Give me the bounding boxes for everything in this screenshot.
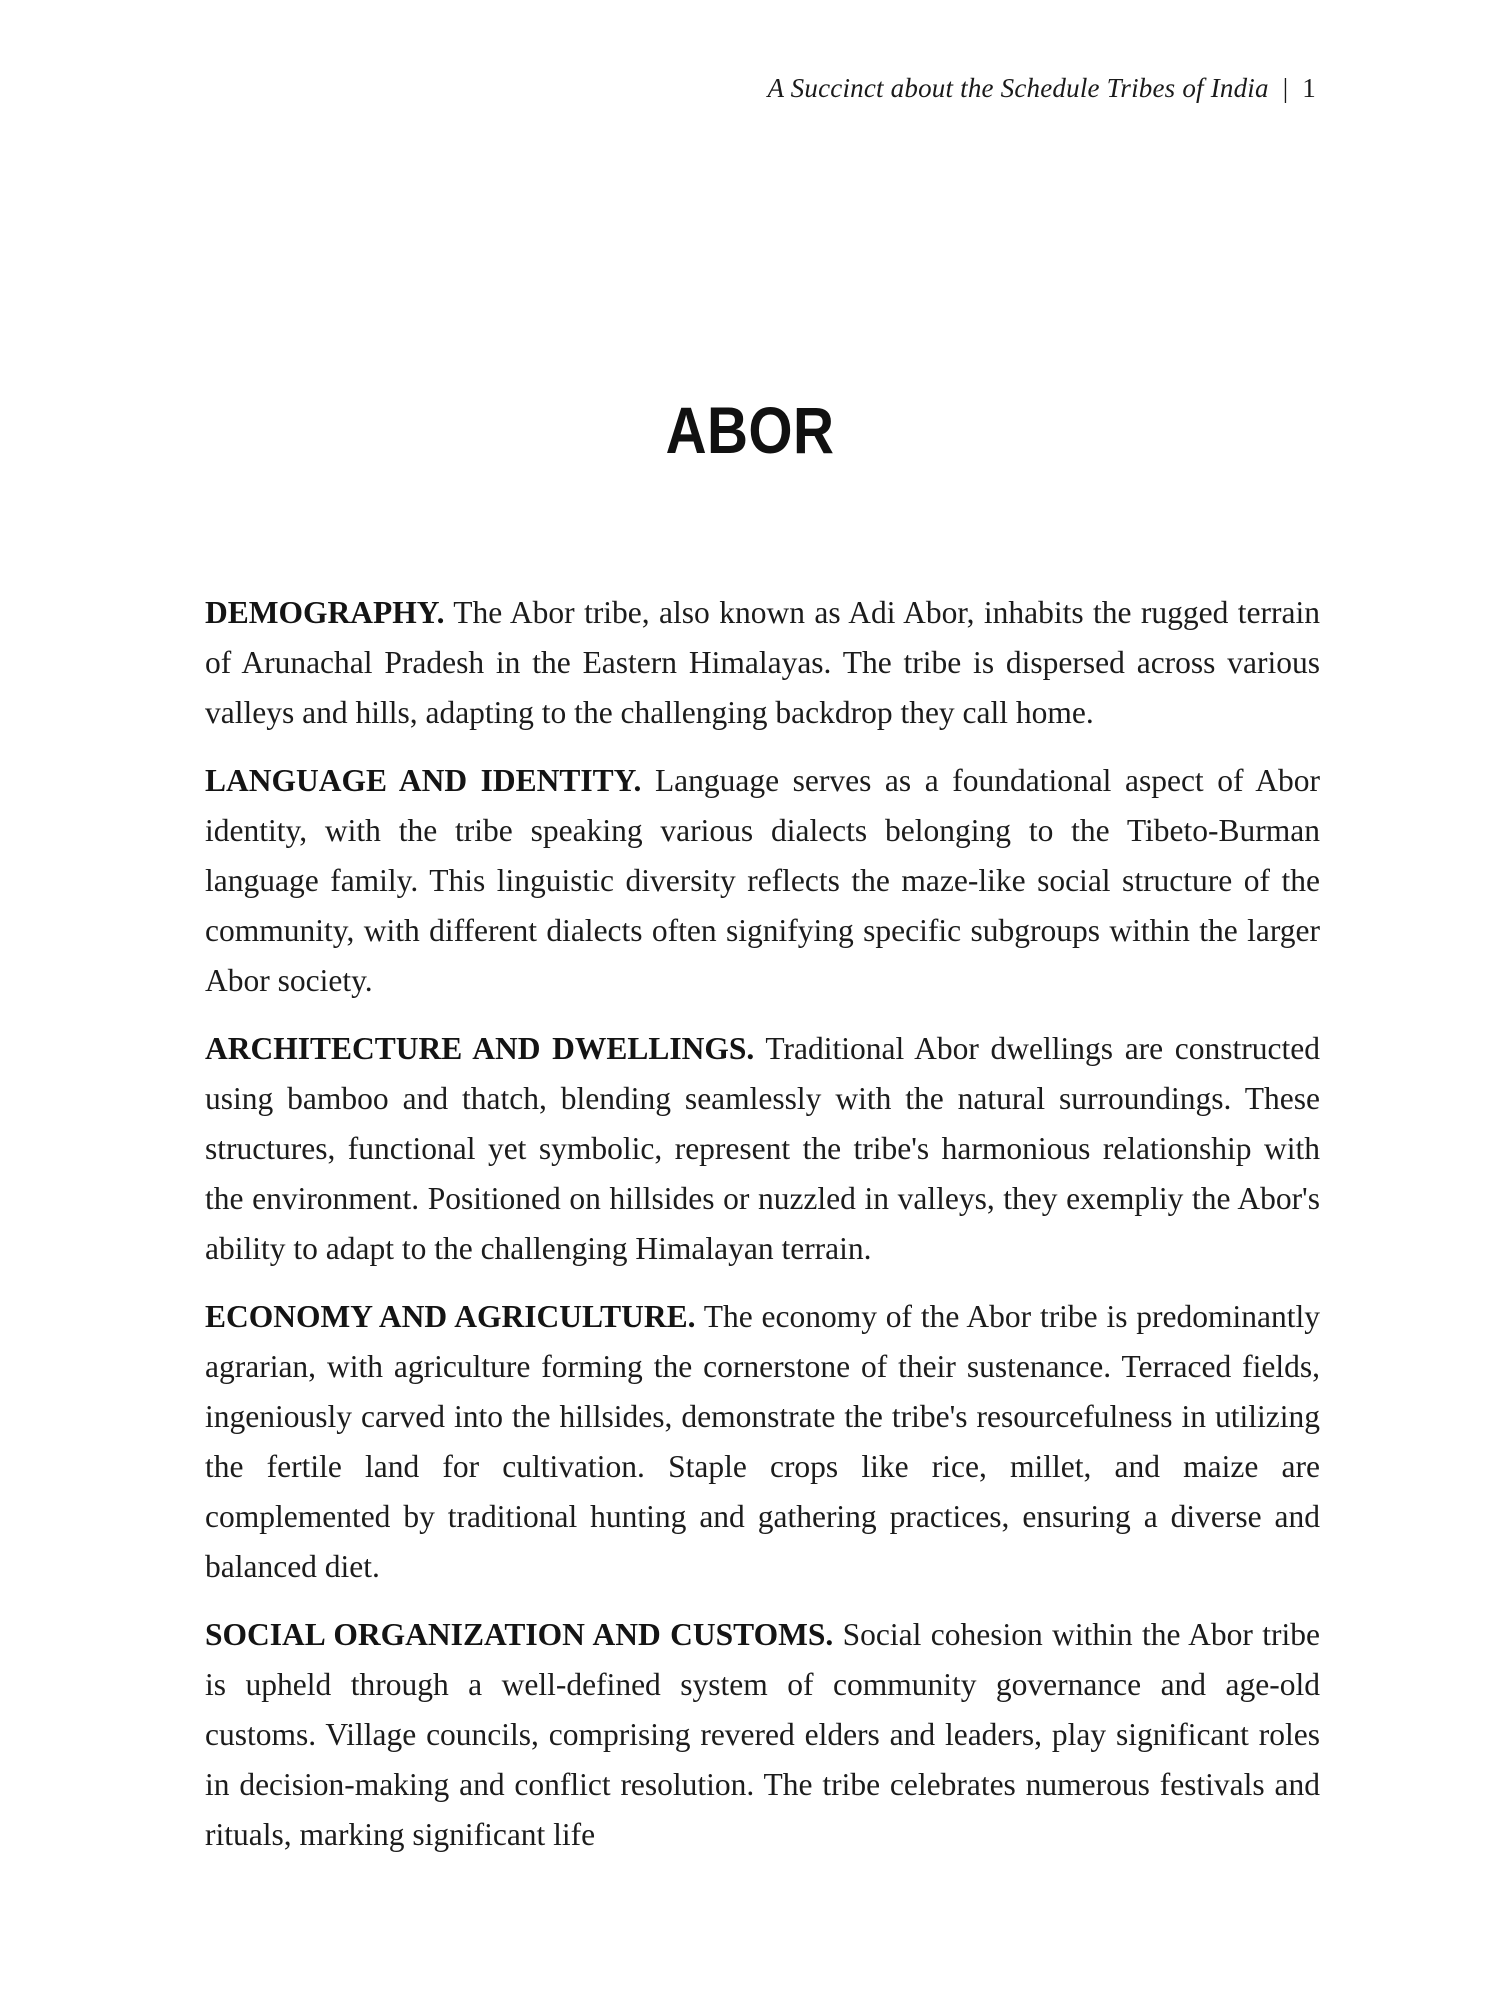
- section-text: The economy of the Abor tribe is predominantly agrarian, with agriculture forming the cornerstone of their sustenance. Terraced fields, ingeniously carved into the hillsides, demonstrate the tribe's resourcefulness in utilizing the fertile land for cultivation. Staple crops like rice, millet, and maize are complemented by traditional hunting and gathering practices, ensuring a diverse and balanced diet.: [205, 1299, 1321, 1584]
- running-header: [768, 73, 1316, 104]
- running-title: A Succinct about the Schedule Tribes of India: [767, 73, 1269, 103]
- section-economy-agriculture: [205, 1292, 1320, 1592]
- section-demography: [205, 588, 1320, 738]
- section-heading: ARCHITECTURE AND DWELLINGS.: [205, 1031, 755, 1066]
- section-text: Social cohesion within the Abor tribe is upheld through a well-defined system of community governance and age-old customs. Village councils, comprising revered elders and leaders, play significant roles in decision-making and conflict resolution. The tribe celebrates numerous festivals and rituals, marking significant life: [205, 1617, 1320, 1852]
- section-text: Language serves as a foundational aspect of Abor identity, with the tribe speaking various dialects belonging to the Tibeto-Burman language family. This linguistic diversity reflects the maze-like social structure of the community, with different dialects often signifying specific subgroups within the larger Abor society.: [205, 763, 1320, 998]
- chapter-title: ABOR: [665, 393, 835, 467]
- page-number: 1: [1302, 73, 1316, 103]
- section-language-identity: [205, 756, 1320, 1006]
- section-heading: SOCIAL ORGANIZATION AND CUSTOMS.: [205, 1617, 834, 1652]
- header-separator: |: [1282, 73, 1289, 103]
- section-text: Traditional Abor dwellings are constructed using bamboo and thatch, blending seamlessly with the natural surroundings. These structures, functional yet symbolic, represent the tribe's harmonious relationship with the environment. Positioned on hillsides or nuzzled in valleys, they exempliy the Abor's ability to adapt to the challenging Himalayan terrain.: [205, 1031, 1320, 1266]
- section-social-organization: [205, 1610, 1320, 1860]
- section-text: The Abor tribe, also known as Adi Abor, inhabits the rugged terrain of Arunachal Pradesh in the Eastern Himalayas. The tribe is dispersed across various valleys and hills, adapting to the challenging backdrop they call home.: [205, 595, 1320, 730]
- section-heading: ECONOMY AND AGRICULTURE.: [205, 1299, 696, 1334]
- section-heading: LANGUAGE AND IDENTITY.: [205, 763, 642, 798]
- section-architecture-dwellings: [205, 1024, 1320, 1274]
- section-heading: DEMOGRAPHY.: [205, 595, 445, 630]
- body-text: [205, 588, 1320, 1878]
